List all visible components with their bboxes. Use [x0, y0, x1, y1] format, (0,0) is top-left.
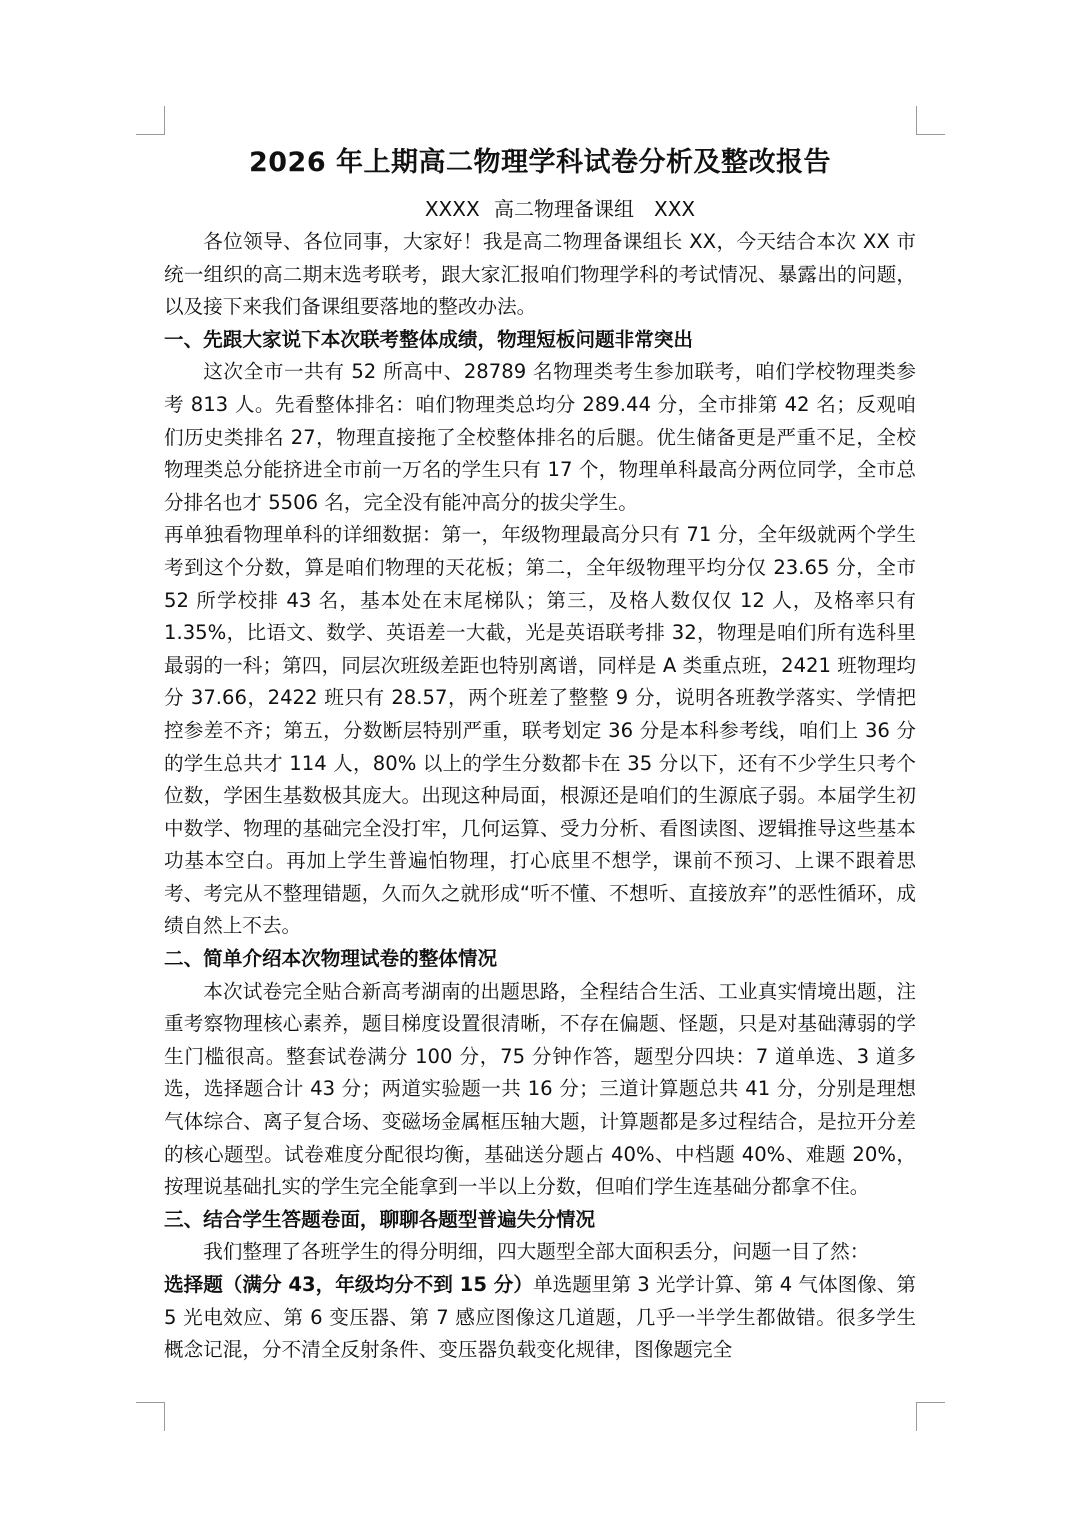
section-3-heading: 三、结合学生答题卷面，聊聊各题型普遍失分情况: [164, 1207, 596, 1231]
section-3-paragraph-2: [164, 1269, 916, 1367]
intro-paragraph: 各位领导、各位同事，大家好！我是高二物理备课组长 XX，今天结合本次 XX 市统一组织的高二期末选考联考，跟大家汇报咱们物理学科的考试情况、暴露出的问题，以及接下来我们备课组要落地的整改办法。: [164, 230, 916, 319]
section-2-heading: 二、简单介绍本次物理试卷的整体情况: [164, 947, 498, 971]
crop-mark-top-left: [136, 106, 165, 135]
section-1-paragraph-1: 这次全市一共有 52 所高中、28789 名物理类考生参加联考，咱们学校物理类参考 813 人。先看整体排名：咱们物理类总均分 289.44 分，全市排第 42 名；反观咱们历史类排名 27，物理直接拖了全校整体排名的后腿。优生储备更是严重不足，全校物理类总分能挤进全市前一万名的学生只有 17 个，物理单科最高分两位同学，全市总分排名也才 5506 名，完全没有能冲高分的拔尖学生。: [164, 360, 916, 514]
section-1-heading: 一、先跟大家说下本次联考整体成绩，物理短板问题非常突出: [164, 327, 694, 351]
multiple-choice-lead: 选择题（满分 43，年级均分不到 15 分）: [164, 1273, 533, 1296]
document-byline: XXXX 高二物理备课组 XXX: [424, 197, 696, 221]
multiple-choice-text: 单选题里第 3 光学计算、第 4 气体图像、第 5 光电效应、第 6 变压器、第 7 感应图像这几道题，几乎一半学生都做错。很多学生概念记混，分不清全反射条件、变压器负载变化规律，图像题完全: [164, 1273, 916, 1362]
section-3-paragraph-1: 我们整理了各班学生的得分明细，四大题型全部大面积丢分，问题一目了然：: [203, 1240, 870, 1264]
section-2-paragraph-1: 本次试卷完全贴合新高考湖南的出题思路，全程结合生活、工业真实情境出题，注重考察物理核心素养，题目梯度设置很清晰，不存在偏题、怪题，只是对基础薄弱的学生门槛很高。整套试卷满分 100 分，75 分钟作答，题型分四块：7 道单选、3 道多选，选择题合计 43 分；两道实验题一共 16 分；三道计算题总共 41 分，分别是理想气体综合、离子复合场、变磁场金属框压轴大题，计算题都是多过程结合，是拉开分差的核心题型。试卷难度分配很均衡，基础送分题占 40%、中档题 40%、难题 20%，按理说基础扎实的学生完全能拿到一半以上分数，但咱们学生连基础分都拿不住。: [164, 979, 916, 1199]
crop-mark-bottom-left: [136, 1402, 165, 1431]
crop-mark-top-right: [916, 106, 945, 135]
document-title: 2026 年上期高二物理学科试卷分析及整改报告: [248, 147, 832, 178]
crop-mark-bottom-right: [916, 1402, 945, 1431]
document-body: [164, 140, 916, 1367]
section-1-paragraph-2: 再单独看物理单科的详细数据：第一，年级物理最高分只有 71 分，全年级就两个学生考到这个分数，算是咱们物理的天花板；第二，全年级物理平均分仅 23.65 分，全市 52 所学校排 43 名，基本处在末尾梯队；第三，及格人数仅仅 12 人，及格率只有 1.35%，比语文、数学、英语差一大截，光是英语联考排 32，物理是咱们所有选科里最弱的一科；第四，同层次班级差距也特别离谱，同样是 A 类重点班，2421 班物理均分 37.66，2422 班只有 28.57，两个班差了整整 9 分，说明各班教学落实、学情把控参差不齐；第五，分数断层特别严重，联考划定 36 分是本科参考线，咱们上 36 分的学生总共才 114 人，80% 以上的学生分数都卡在 35 分以下，还有不少学生只考个位数，学困生基数极其庞大。出现这种局面，根源还是咱们的生源底子弱。本届学生初中数学、物理的基础完全没打牢，几何运算、受力分析、看图读图、逻辑推导这些基本功基本空白。再加上学生普遍怕物理，打心底里不想学，课前不预习、上课不跟着思考、考完从不整理错题，久而久之就形成“听不懂、不想听、直接放弃”的恶性循环，成绩自然上不去。: [164, 523, 916, 938]
